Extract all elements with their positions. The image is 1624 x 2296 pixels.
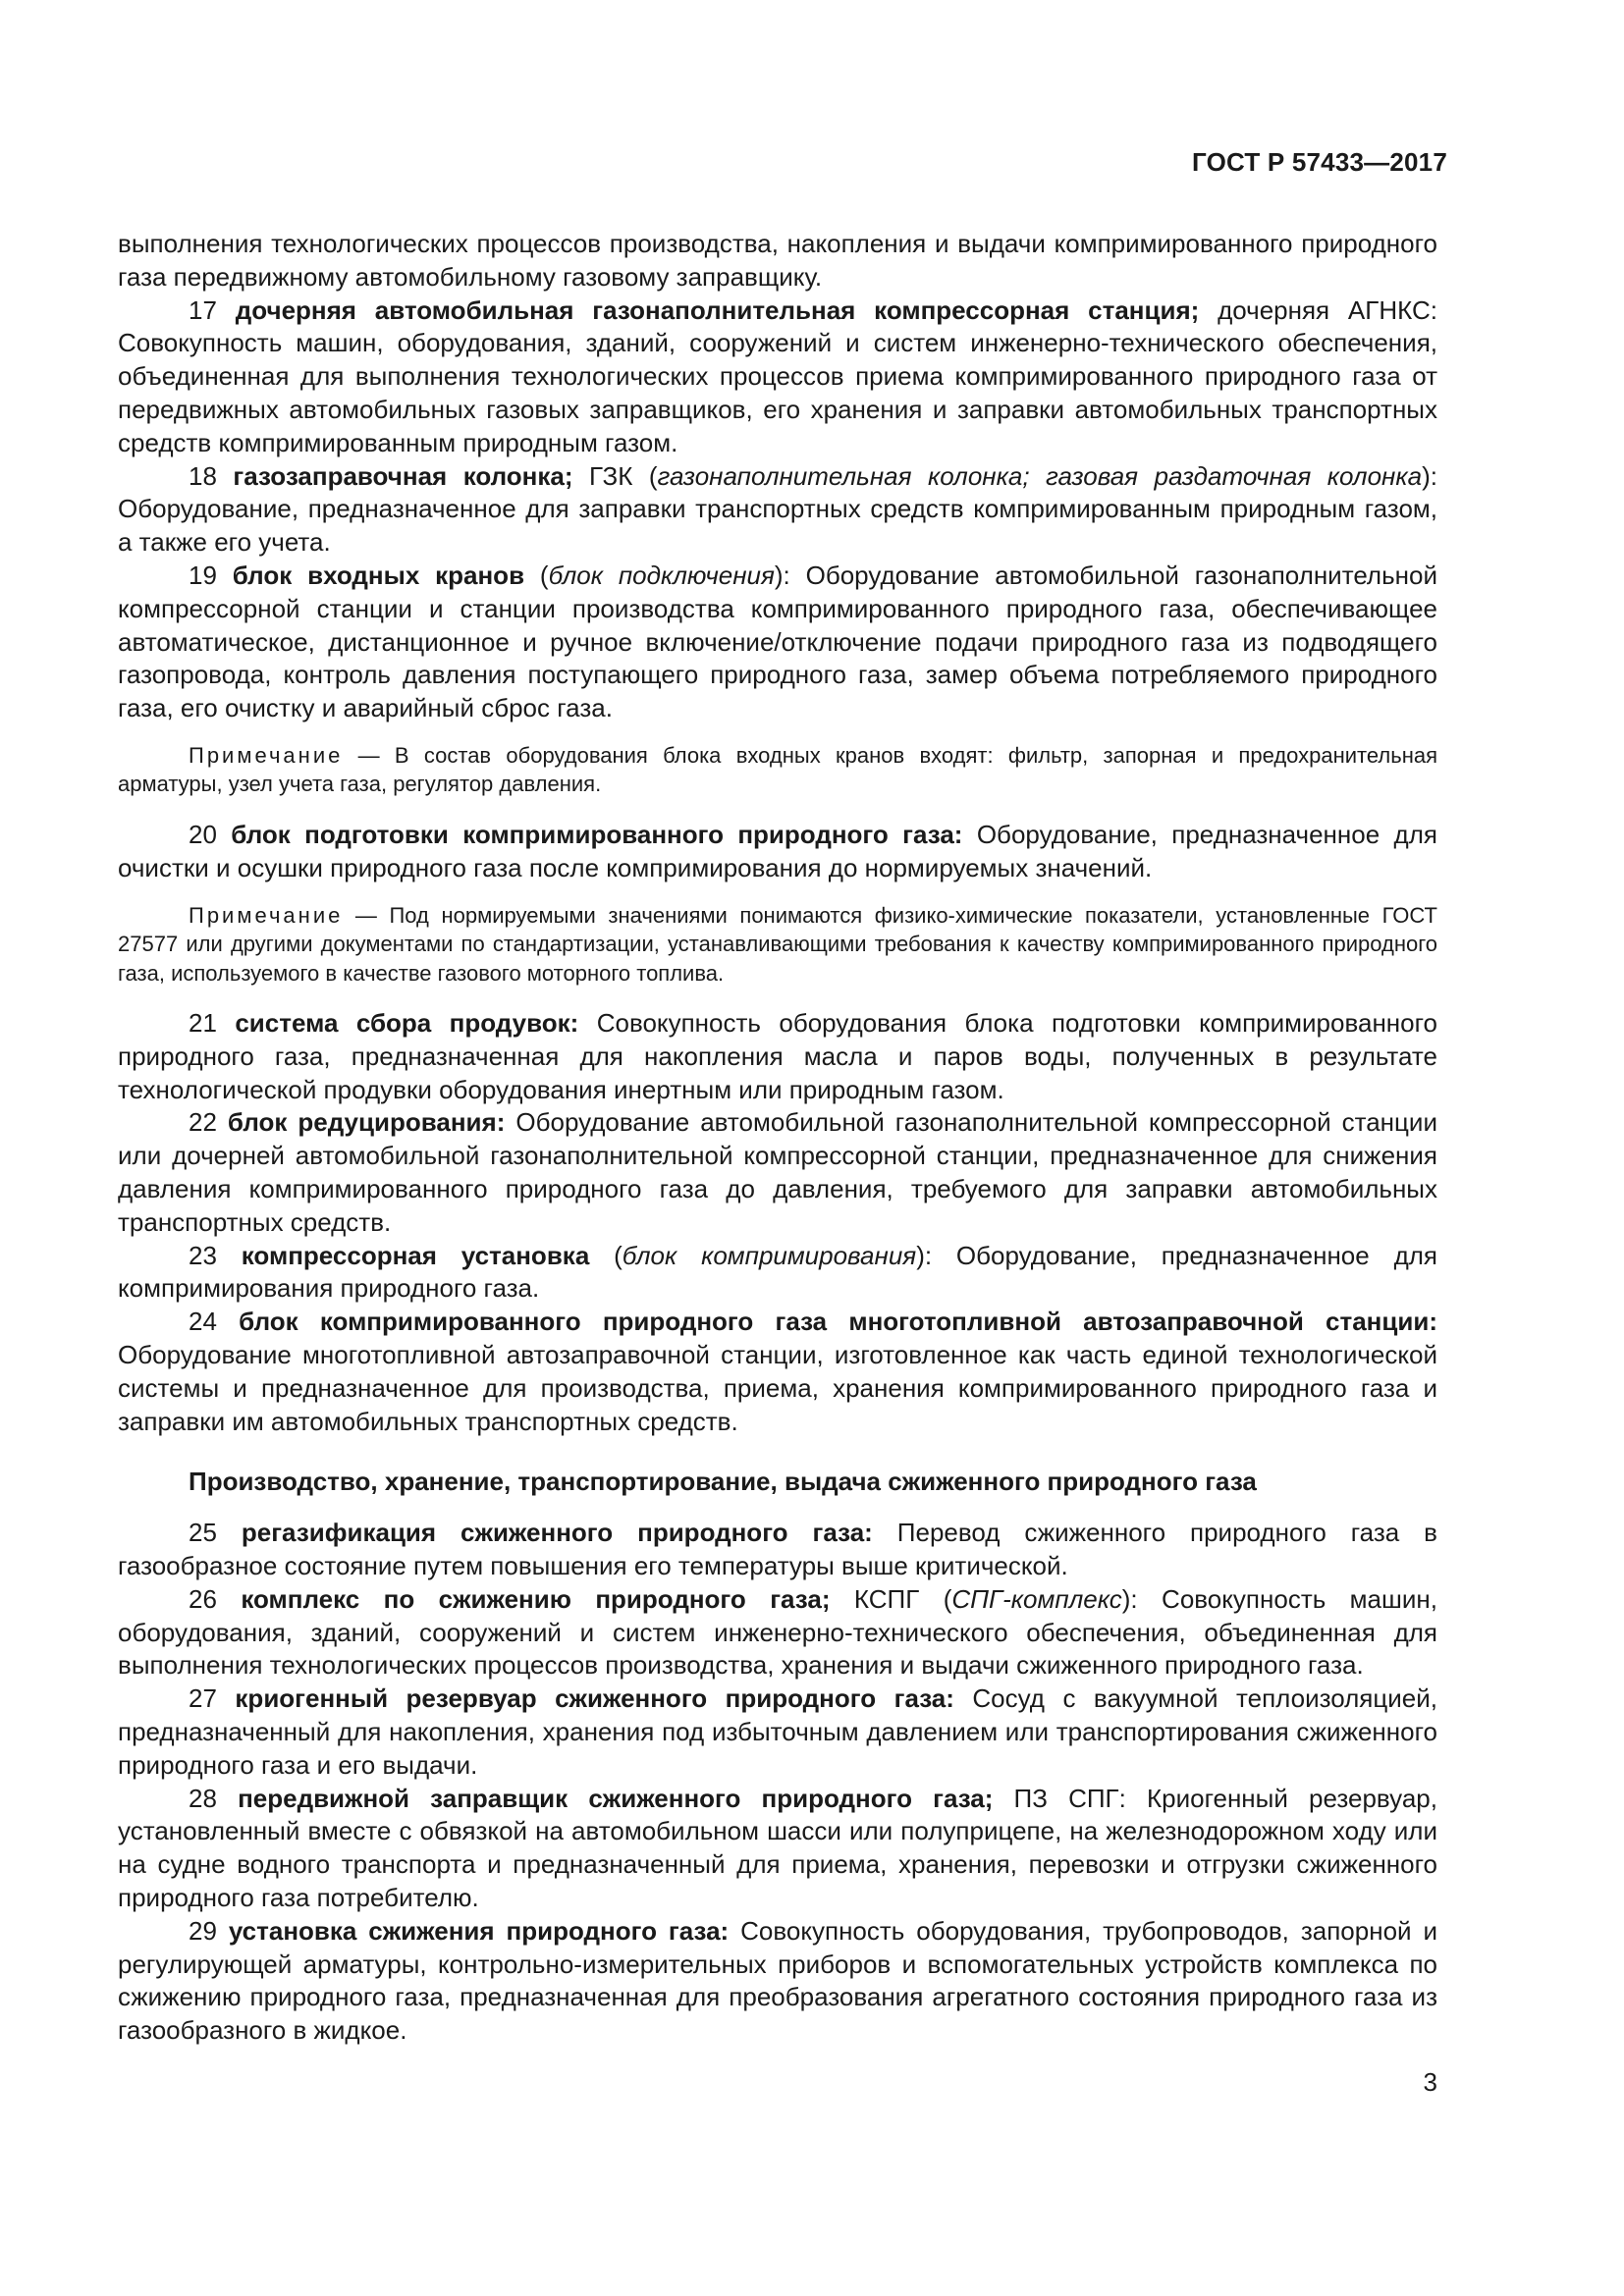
- term-definition: Оборудование, предназначенное для очистки и осушки природного газа после компримирования до нормируемых значений.: [118, 819, 1437, 882]
- term-synonym: блок компримирования: [622, 1240, 917, 1270]
- term-21: [118, 1007, 1437, 1106]
- term-abbr: ГЗК (: [572, 460, 658, 491]
- term-28: [118, 1783, 1437, 1915]
- term-20: [118, 819, 1437, 885]
- term-abbr: (: [589, 1240, 623, 1270]
- term-title: блок редуцирования:: [227, 1107, 506, 1138]
- term-title: компрессорная установка: [241, 1240, 590, 1270]
- term-title: передвижной заправщик сжиженного природного газа;: [238, 1783, 994, 1813]
- term-number: 21: [189, 1008, 217, 1039]
- note-19: [118, 741, 1437, 799]
- term-title: криогенный резервуар сжиженного природного газа:: [235, 1683, 954, 1714]
- term-abbr: КСПГ (: [830, 1583, 952, 1614]
- document-body: [118, 228, 1437, 2048]
- term-synonym: блок подключения: [548, 560, 775, 590]
- term-synonym: газонаполнительная колонка; газовая раздаточная колонка: [657, 460, 1423, 491]
- term-title: блок подготовки компримированного природного газа:: [231, 819, 963, 849]
- term-definition: Оборудование автомобильной газонаполнительной компрессорной станции или дочерней автомобильной газонаполнительной компрессорной станции, предназначенное для снижения давления компримированного природного газа до давления, требуемого для заправки автомобильных транспортных средств.: [118, 1107, 1437, 1237]
- term-abbr: (: [524, 560, 549, 590]
- term-definition: ): Оборудование, предназначенное для компримирования природного газа.: [118, 1240, 1437, 1304]
- term-27: [118, 1682, 1437, 1782]
- note-label: Примечание: [189, 742, 344, 768]
- note-text: — Под нормируемыми значениями понимаются физико-химические показатели, установленные ГОСТ 27577 или другими документами по стандартизации, устанавливающими требования к качеству компримированного природного газа, используемого в качестве газового моторного топлива.: [118, 902, 1437, 986]
- term-definition: Совокупность оборудования блока подготовки компримированного природного газа, предназначенная для накопления масла и паров воды, полученных в результате технологической продувки оборудования инертным или природным газом.: [118, 1008, 1437, 1104]
- term-title: комплекс по сжижению природного газа;: [241, 1583, 831, 1614]
- term-title: дочерняя автомобильная газонаполнительная компрессорная станция;: [235, 294, 1200, 325]
- term-title: блок входных кранов: [232, 560, 525, 590]
- term-definition: Совокупность оборудования, трубопроводов, запорной и регулирующей арматуры, контрольно-измерительных приборов и вспомогательных устройств комплекса по сжижению природного газа, предназначенная для преобразования агрегатного состояния природного газа из газообразного в жидкое.: [118, 1915, 1438, 2046]
- term-title: газозаправочная колонка;: [233, 460, 573, 491]
- term-synonym: СПГ-комплекс: [951, 1583, 1122, 1614]
- term-26: [118, 1583, 1437, 1682]
- paragraph-continuation: выполнения технологических процессов производства, накопления и выдачи компримированного природного газа передвижному автомобильному газовому заправщику.: [118, 229, 1437, 292]
- note-text: — В состав оборудования блока входных кранов входят: фильтр, запорная и предохранительная арматуры, узел учета газа, регулятор давления.: [118, 742, 1437, 797]
- note-20: [118, 901, 1437, 988]
- term-definition: ): Оборудование, предназначенное для заправки транспортных средств компримированным природным газом, а также его учета.: [118, 460, 1437, 558]
- page-number: 3: [1423, 2067, 1437, 2097]
- term-number: 22: [189, 1107, 217, 1138]
- term-definition: дочерняя АГНКС: Совокупность машин, оборудования, зданий, сооружений и систем инженерно-технического обеспечения, объединенная для выполнения технологических процессов приема компримированного природного газа от передвижных автомобильных газовых заправщиков, его хранения и заправки автомобильных транспортных средств компримированным природным газом.: [118, 294, 1437, 457]
- term-definition: Сосуд с вакуумной теплоизоляцией, предназначенный для накопления, хранения под избыточным давлением или транспортирования сжиженного природного газа и его выдачи.: [118, 1683, 1437, 1780]
- term-23: [118, 1240, 1437, 1307]
- term-title: система сбора продувок:: [235, 1008, 579, 1039]
- term-title: установка сжижения природного газа:: [228, 1915, 730, 1946]
- term-17: [118, 294, 1437, 460]
- term-definition: ): Оборудование автомобильной газонаполнительной компрессорной станции и станции производства компримированного природного газа, обеспечивающее автоматическое, дистанционное и ручное включение/отключение подачи природного газа из подводящего газопровода, контроль давления поступающего природного газа, замер объема потребляемого природного газа, его очистку и аварийный сброс газа.: [118, 560, 1437, 723]
- term-25: [118, 1517, 1437, 1583]
- term-number: 26: [189, 1583, 217, 1614]
- term-22: [118, 1106, 1437, 1239]
- term-definition: ): Совокупность машин, оборудования, зданий, сооружений и систем инженерно-технического обеспечения, объединенная для выполнения технологических процессов производства, хранения и выдачи сжиженного природного газа.: [118, 1583, 1437, 1681]
- term-title: блок компримированного природного газа многотопливной автозаправочной станции:: [239, 1307, 1437, 1337]
- term-number: 24: [189, 1307, 217, 1337]
- term-number: 29: [189, 1915, 217, 1946]
- term-number: 18: [189, 460, 217, 491]
- term-number: 19: [189, 560, 217, 590]
- term-number: 17: [189, 294, 217, 325]
- document-header: ГОСТ Р 57433—2017: [1192, 147, 1447, 177]
- term-19: [118, 560, 1437, 725]
- term-definition: Оборудование многотопливной автозаправочной станции, изготовленное как часть единой технологической системы и предназначенное для производства, приема, хранения компримированного природного газа и заправки им автомобильных транспортных средств.: [118, 1340, 1437, 1436]
- term-29: [118, 1915, 1437, 2048]
- term-24: [118, 1306, 1437, 1438]
- section-title: Производство, хранение, транспортирование, выдача сжиженного природного газа: [189, 1467, 1257, 1497]
- term-number: 23: [189, 1240, 217, 1270]
- term-number: 20: [189, 819, 217, 849]
- term-definition: ПЗ СПГ: Криогенный резервуар, установленный вместе с обвязкой на автомобильном шасси или полуприцепе, на железнодорожном ходу или на судне водного транспорта и предназначенный для приема, хранения, перевозки и отгрузки сжиженного природного газа потребителю.: [118, 1783, 1437, 1912]
- note-label: Примечание: [189, 902, 344, 928]
- term-18: [118, 460, 1437, 560]
- term-number: 28: [189, 1783, 217, 1813]
- term-number: 25: [189, 1518, 217, 1548]
- term-title: регазификация сжиженного природного газа:: [241, 1518, 873, 1548]
- term-definition: Перевод сжиженного природного газа в газообразное состояние путем повышения его температуры выше критической.: [118, 1518, 1437, 1580]
- term-number: 27: [189, 1683, 217, 1714]
